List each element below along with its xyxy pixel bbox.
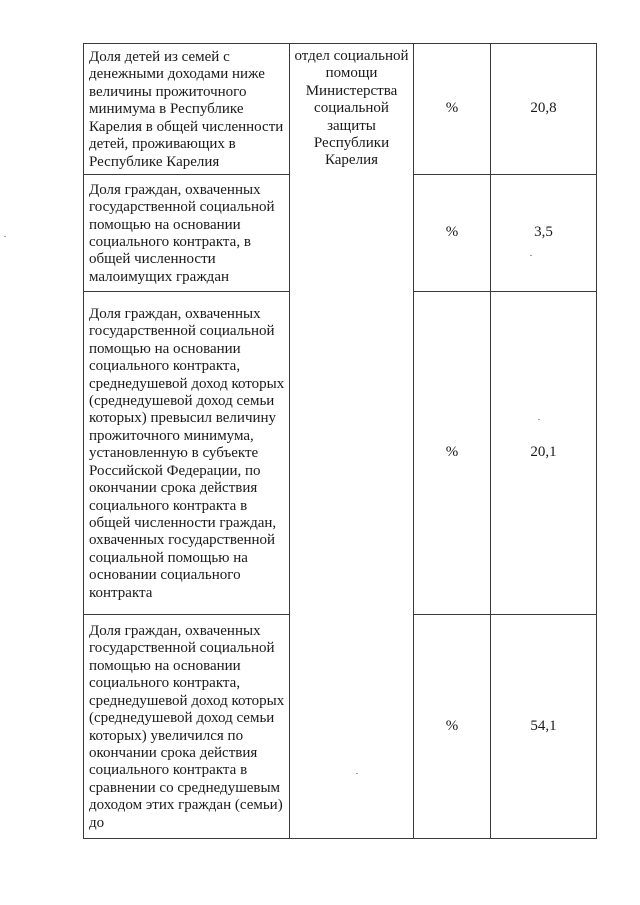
value-cell: 20,1 [491,292,597,615]
scan-speck [538,419,540,420]
value-cell: 20,8 [491,44,597,175]
scan-speck [356,773,358,774]
unit-cell: % [414,175,491,292]
unit-cell: % [414,292,491,615]
unit-cell: % [414,44,491,175]
indicator-name: Доля граждан, охваченных государственной социальной помощью на основании социального контракта, в общей численности малоимущих граждан [84,175,290,292]
scan-speck [4,236,6,237]
unit-cell: % [414,615,491,839]
value-cell: 54,1 [491,615,597,839]
indicators-table [83,43,597,839]
value-cell: 3,5 [491,175,597,292]
indicator-name: Доля граждан, охваченных государственной социальной помощью на основании социального контракта, среднедушевой доход которых (среднедушевой доход семьи которых) увеличился по окончании срока действия социального контракта в сравнении со среднедушевым доходом этих граждан (семьи) до [84,615,290,839]
table-row [84,44,597,175]
indicator-name: Доля детей из семей с денежными доходами ниже величины прожиточного минимума в Республике Карелия в общей численности детей, проживающих в Республике Карелия [84,44,290,175]
scan-speck [530,255,532,256]
indicator-name: Доля граждан, охваченных государственной социальной помощью на основании социального контракта, среднедушевой доход которых (среднедушевой доход семьи которых) превысил величину прожиточного минимума, установленную в субъекте Российской Федерации, по окончании срока действия социального контракта в общей численности граждан, охваченных государственной социальной помощью на основании социального контракта [84,292,290,615]
responsible-department: отдел социальной помощи Министерства социальной защиты Республики Карелия [290,44,414,839]
